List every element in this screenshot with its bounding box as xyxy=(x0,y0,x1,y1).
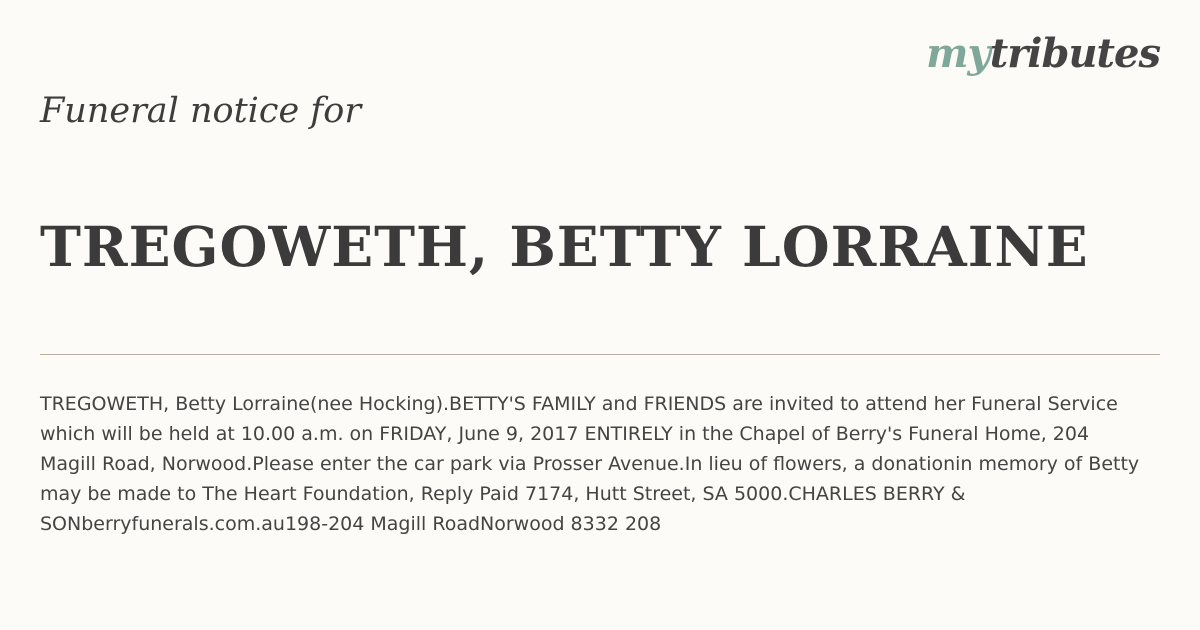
mytributes-logo[interactable] xyxy=(926,30,1160,77)
notice-subtitle: Funeral notice for xyxy=(40,91,362,131)
notice-body: TREGOWETH, Betty Lorraine(nee Hocking).BETTY'S FAMILY and FRIENDS are invited to attend her Funeral Service which will be held at 10.00 a.m. on FRIDAY, June 9, 2017 ENTIRELY in the Chapel of Berry's Funeral Home, 204 Magill Road, Norwood.Please enter the car park via Prosser Avenue.In lieu of flowers, a donationin memory of Betty may be made to The Heart Foundation, Reply Paid 7174, Hutt Street, SA 5000.CHARLES BERRY & SONberryfunerals.com.au198-204 Magill RoadNorwood 8332 208 xyxy=(40,393,1140,535)
deceased-name: TREGOWETH, BETTY LORRAINE xyxy=(40,214,1089,279)
logo-tributes-text: tributes xyxy=(989,30,1160,77)
section-divider xyxy=(40,354,1160,355)
logo-my-text: my xyxy=(926,30,990,77)
